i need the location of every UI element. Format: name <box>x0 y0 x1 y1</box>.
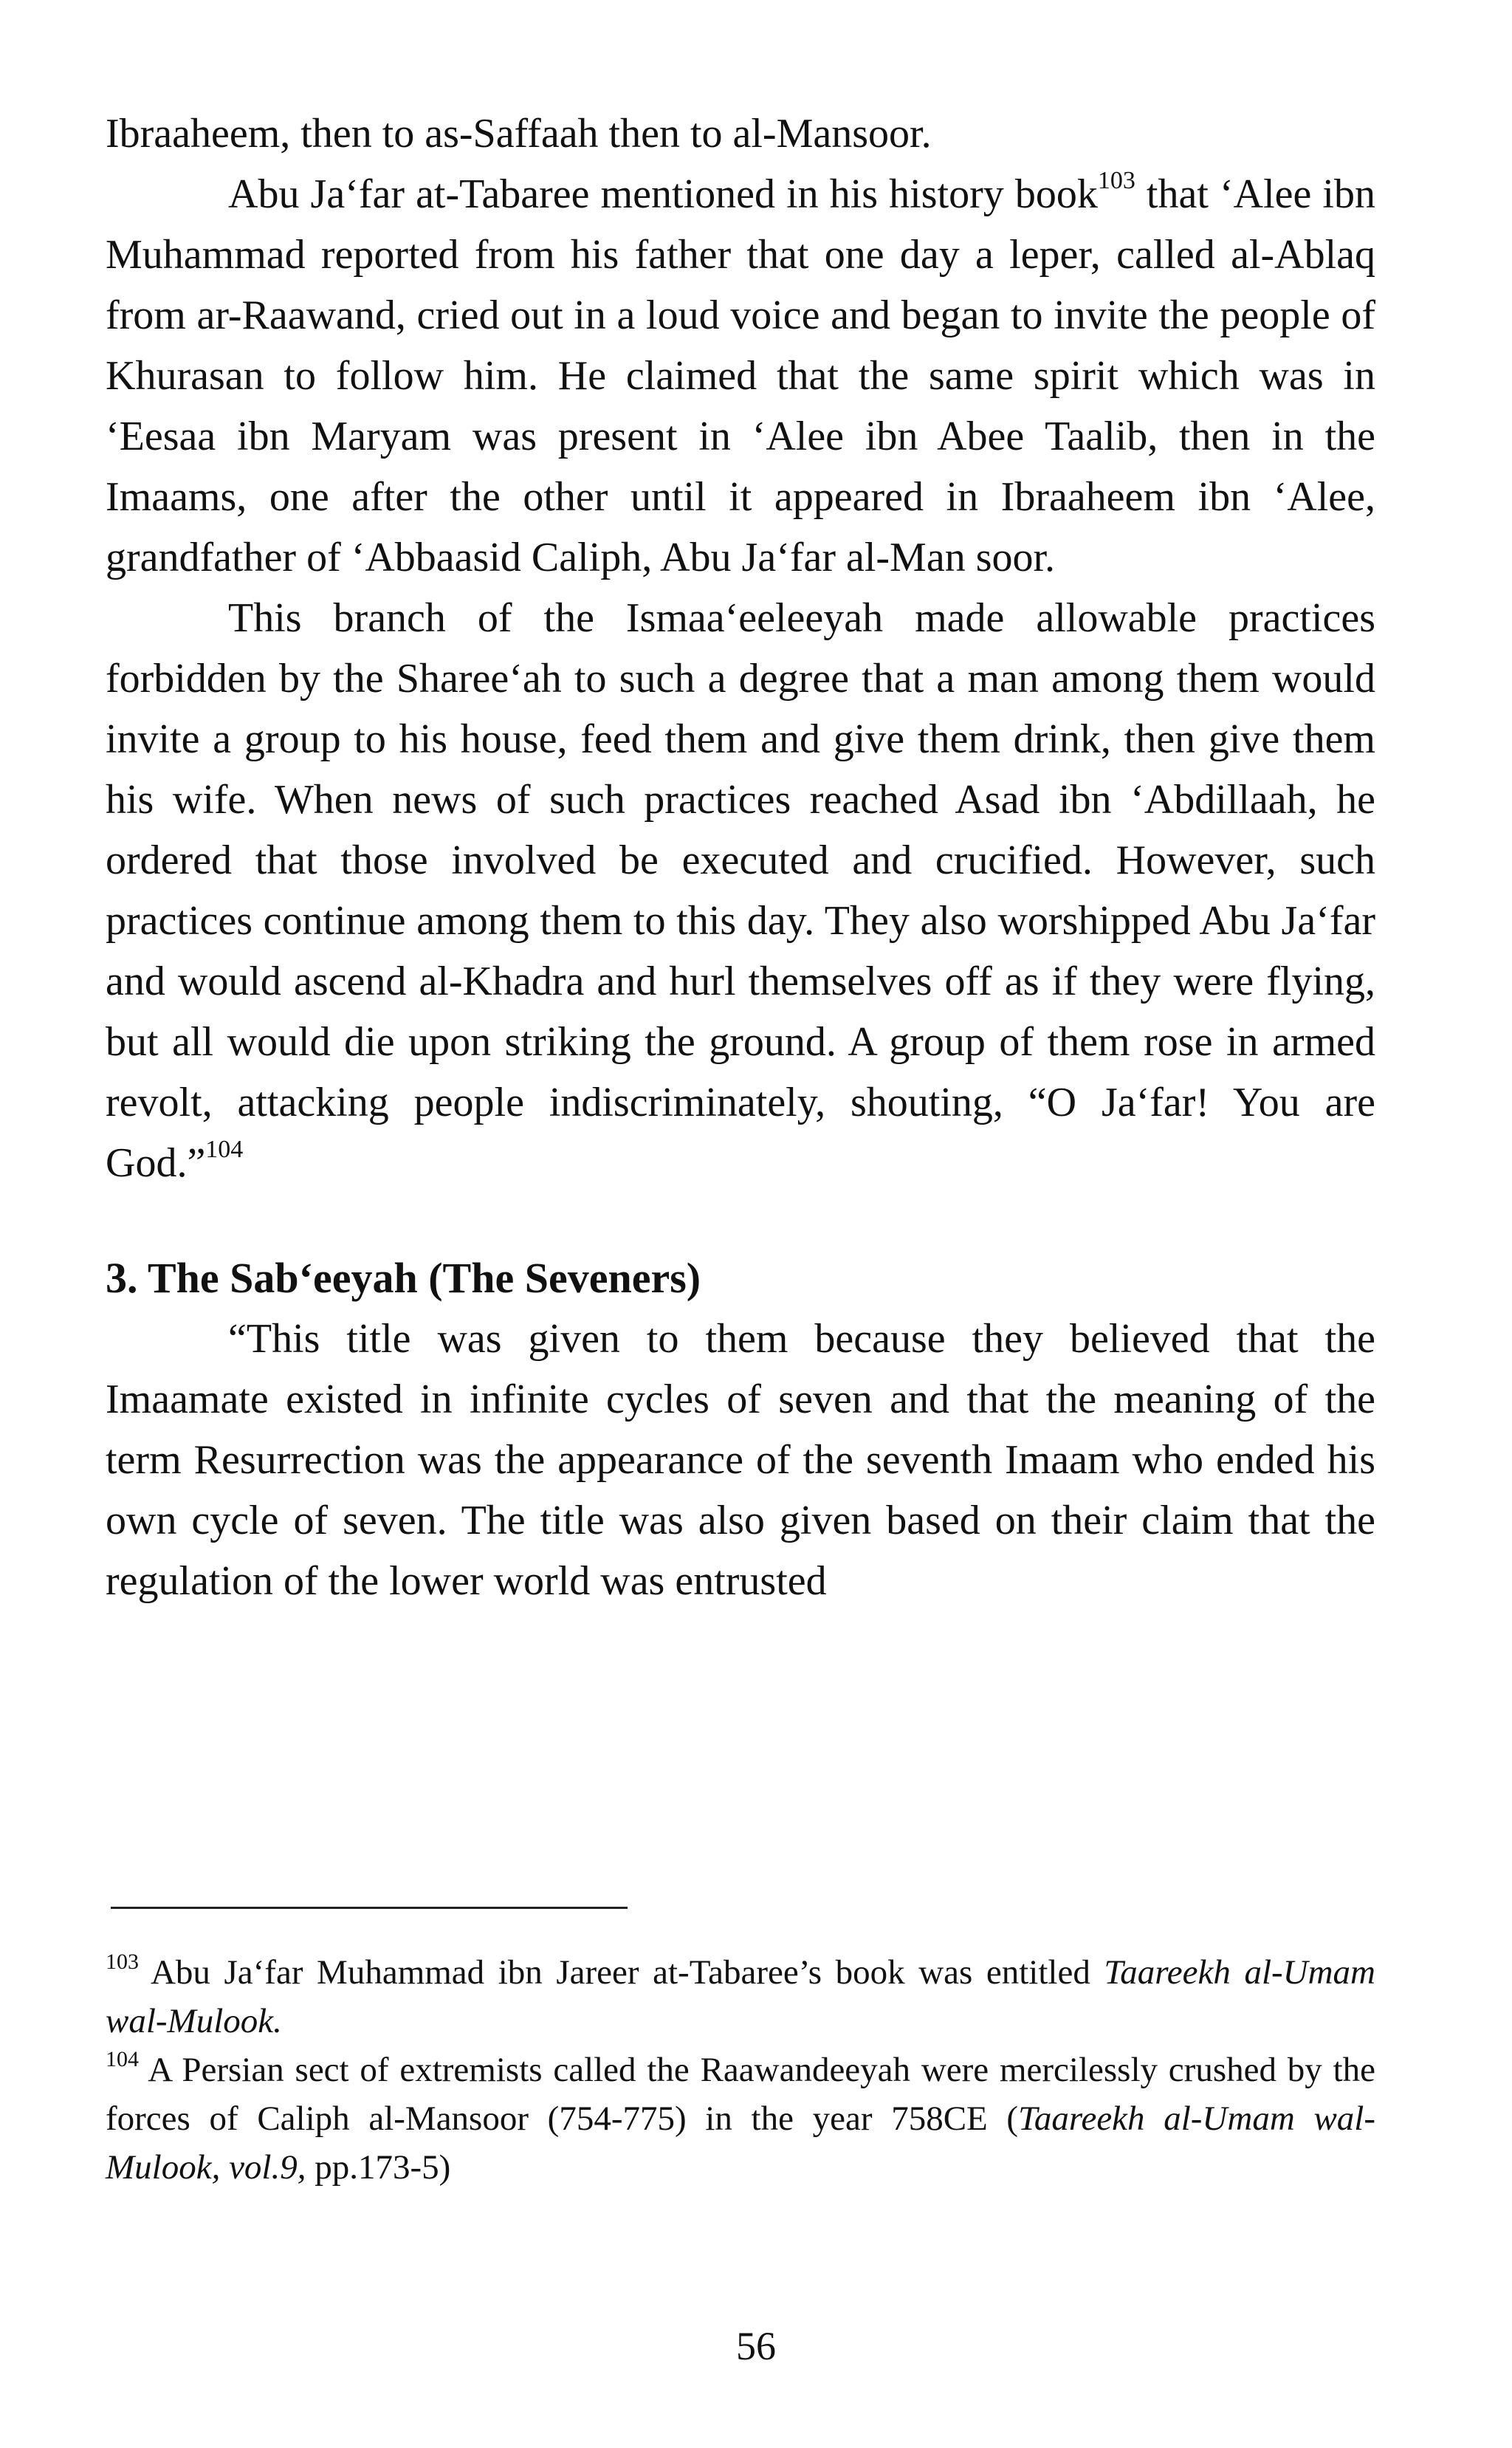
footnote-book-title: Taareekh al-Umam wal-Mulook. <box>106 1953 1375 2040</box>
footnote-text: pp.173-5) <box>306 2148 451 2187</box>
paragraph-tabaree <box>106 164 1375 588</box>
section-heading: 3. The Sab‘eeyah (The Seveners) <box>106 1254 701 1302</box>
paragraph-continuation <box>106 103 1375 164</box>
footnote-text: A Persian sect of extremists called the Raawandeeyah were mercilessly crushed by the forces of Caliph al-Mansoor (754-775) in the year 758CE ( <box>106 2051 1375 2138</box>
paragraph-text: that ‘Alee ibn Muhammad reported from his father that one day a leper, called al-Ablaq from ar-Raawand, cried out in a loud voice and began to invite the people of Khurasan to follow him. He claimed that the same spirit which was in ‘Eesaa ibn Maryam was present in ‘Alee ibn Abee Taalib, then in the Imaams, one after the other until it appeared in Ibraaheem ibn ‘Alee, grandfather of ‘Abbaasid Caliph, Abu Ja‘far al-Man soor. <box>106 171 1375 580</box>
paragraph-text: Abu Ja‘far at-Tabaree mentioned in his history book <box>228 171 1098 217</box>
paragraph-text: This branch of the Ismaa‘eeleeyah made allowable practices forbidden by the Sharee‘ah to such a degree that a man among them would invite a group to his house, feed them and give them drink, then give them his wife. When news of such practices reached Asad ibn ‘Abdillaah, he ordered that those involved be executed and crucified. However, such practices continue among them to this day. They also worshipped Abu Ja‘far and would ascend al-Khadra and hurl themselves off as if they were flying, but all would die upon striking the ground. A group of them rose in armed revolt, attacking people indiscriminately, shouting, “O Ja‘far! You are God.” <box>106 595 1375 1186</box>
footnote-text: Abu Ja‘far Muhammad ibn Jareer at-Tabaree’s book was entitled <box>139 1953 1104 1992</box>
main-text <box>106 103 1375 1611</box>
footnote-104 <box>106 2046 1375 2192</box>
footnote-divider <box>111 1907 628 1909</box>
paragraph-ismaaeeleeyah <box>106 588 1375 1193</box>
paragraph-text: “This title was given to them because they believed that the Imaamate existed in infinite cycles of seven and that the meaning of the term Resurrection was the appearance of the seventh Imaam who ended his own cycle of seven. The title was also given based on their claim that the regulation of the lower world was entrusted <box>106 1316 1375 1604</box>
footnote-number: 104 <box>106 2047 139 2071</box>
footnote-number: 103 <box>106 1950 139 1974</box>
footnote-ref-104[interactable]: 104 <box>205 1136 244 1163</box>
paragraph-seveners <box>106 1309 1375 1611</box>
footnotes <box>106 1948 1375 2192</box>
footnote-book-title: Taareekh al-Umam wal-Mulook, vol.9, <box>106 2099 1375 2187</box>
footnote-ref-103[interactable]: 103 <box>1097 167 1135 194</box>
page-number: 56 <box>736 2324 776 2368</box>
continuation-line: Ibraaheem, then to as-Saffaah then to al-Mansoor. <box>106 111 932 157</box>
footnote-103 <box>106 1948 1375 2046</box>
